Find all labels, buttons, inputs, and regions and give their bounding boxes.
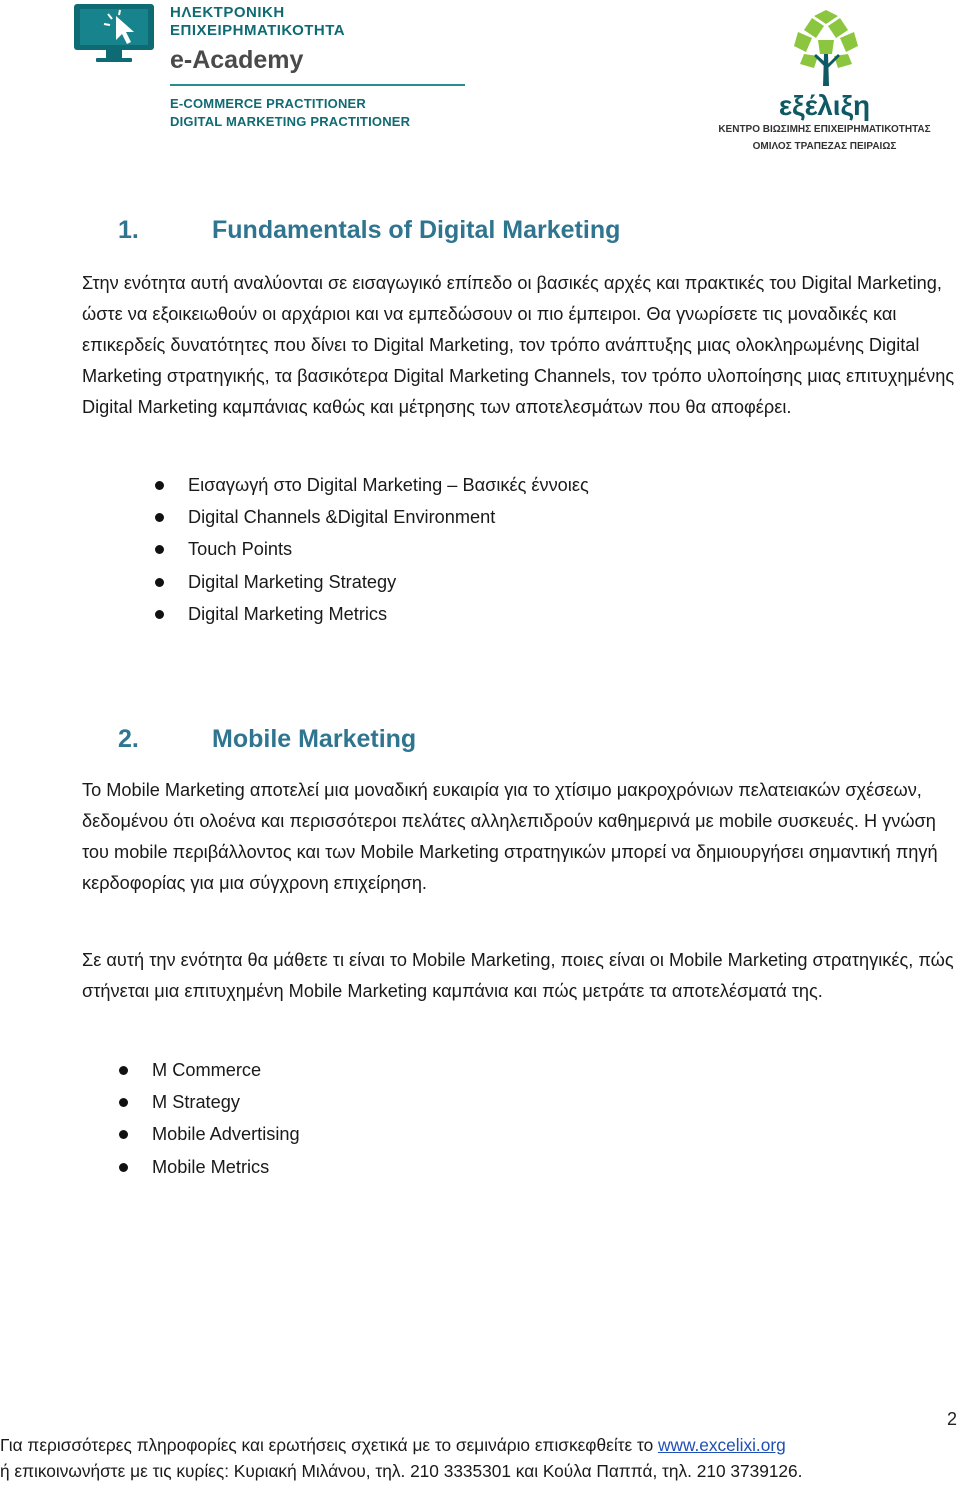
list-item-text: Digital Marketing Strategy <box>188 571 397 592</box>
list-item <box>188 566 589 598</box>
list-item-text: Mobile Metrics <box>152 1156 270 1177</box>
page-number: 2 <box>946 1409 957 1429</box>
logo-subtitle-line2: DIGITAL MARKETING PRACTITIONER <box>170 114 411 129</box>
section-2-title: Mobile Marketing <box>212 725 417 753</box>
footer-line-1-text: Για περισσότερες πληροφορίες και ερωτήσεις σχετικά με το σεμινάριο επισκεφθείτε το <box>0 1435 658 1455</box>
list-item <box>152 1151 300 1183</box>
list-item-text: Digital Channels &Digital Environment <box>188 507 496 528</box>
logo-divider <box>170 84 465 86</box>
section-1-bullet-list <box>188 469 589 630</box>
list-item <box>152 1054 300 1086</box>
bullet-icon <box>155 513 164 522</box>
list-item-text: M Commerce <box>152 1060 262 1080</box>
logo-title-line2: ΕΠΙΧΕΙΡΗΜΑΤΙΚΟΤΗΤΑ <box>170 22 346 39</box>
tree-icon <box>786 8 866 90</box>
logo-subtitle-line1: E-COMMERCE PRACTITIONER <box>170 96 366 111</box>
section-2-heading <box>118 725 416 754</box>
bullet-icon <box>119 1066 128 1075</box>
list-item <box>188 598 589 630</box>
list-item <box>188 533 589 565</box>
exelixi-subtitle-line2: ΟΜΙΛΟΣ ΤΡΑΠΕΖΑΣ ΠΕΙΡΑΙΩΣ <box>752 141 897 152</box>
bullet-icon <box>155 610 164 619</box>
website-link[interactable]: www.excelixi.org <box>657 1435 786 1455</box>
list-item-text: Εισαγωγή στο Digital Marketing – Βασικές έννοιες <box>188 475 589 495</box>
section-1-number: 1. <box>118 216 139 244</box>
list-item-text: Touch Points <box>188 539 293 560</box>
section-1-paragraph: Στην ενότητα αυτή αναλύονται σε εισαγωγικό επίπεδο οι βασικές αρχές και πρακτικές του Digital Marketing, ώστε να εξοικειωθούν οι αρχάριοι και να εμπεδώσουν οι πιο έμπειροι. Θα γνωρίσετε τις μοναδικές και επικερδείς δυνατότητες που δίνει το Digital Marketing, τον τρόπο ανάπτυξης μιας ολοκληρωμένης Digital Marketing στρατηγικής, τα βασικότερα Digital Marketing Channels, τον τρόπο υλοποίησης μιας επιτυχημένης Digital Marketing καμπάνιας καθώς και μέτρησης των αποτελεσμάτων που θα αποφέρει. <box>82 273 955 417</box>
list-item <box>188 469 589 501</box>
bullet-icon <box>119 1163 128 1172</box>
list-item-text: M Strategy <box>152 1092 240 1113</box>
section-2-paragraph-2: Σε αυτή την ενότητα θα μάθετε τι είναι το Mobile Marketing, ποιες είναι οι Mobile Marketing στρατηγικές, πώς στήνεται μια επιτυχημένη Mobile Marketing καμπάνια και πώς μετράτε τα αποτελέσματά της. <box>82 950 954 1001</box>
list-item-text: Mobile Advertising <box>152 1124 300 1145</box>
exelixi-wordmark: εξέλιξη <box>778 90 871 121</box>
list-item-text: Digital Marketing Metrics <box>188 603 388 624</box>
bullet-icon <box>119 1130 128 1139</box>
section-2-paragraph-1: Το Mobile Marketing αποτελεί μια μοναδική ευκαιρία για το χτίσιμο μακροχρόνιων πελατειακών σχέσεων, δεδομένου ότι ολοένα και περισσότεροι πελάτες αλληλεπιδρούν καθημερινά με mobile συσκευές. Η γνώση του mobile περιβάλλοντος και των Mobile Marketing στρατηγικών μπορεί να δημιουργήσει σημαντική πηγή κερδοφορίας για μια σύγχρονη επιχείρηση. <box>82 780 938 893</box>
bullet-icon <box>155 481 164 490</box>
logo-academy-text: e-Academy <box>170 46 304 74</box>
list-item <box>152 1118 300 1150</box>
exelixi-subtitle-line1: ΚΕΝΤΡΟ ΒΙΩΣΙΜΗΣ ΕΠΙΧΕΙΡΗΜΑΤΙΚΟΤΗΤΑΣ <box>718 124 931 135</box>
section-1-title: Fundamentals of Digital Marketing <box>212 216 621 244</box>
monitor-cursor-icon <box>72 2 156 64</box>
logo-title-line1: ΗΛΕΚΤΡΟΝΙΚΗ <box>170 4 285 21</box>
e-academy-logo <box>72 0 442 135</box>
bullet-icon <box>155 545 164 554</box>
bullet-icon <box>155 578 164 587</box>
section-1-heading <box>118 216 620 245</box>
bullet-icon <box>119 1098 128 1107</box>
footer-line-1 <box>0 1435 960 1456</box>
section-2-bullet-list <box>152 1054 300 1183</box>
exelixi-logo <box>712 8 937 158</box>
list-item <box>188 501 589 533</box>
section-2-number: 2. <box>118 725 139 753</box>
list-item <box>152 1086 300 1118</box>
footer-line-2: ή επικοινωνήστε με τις κυρίες: Κυριακή Μιλάνου, τηλ. 210 3335301 και Κούλα Παππά, τηλ. 210 3739126. <box>0 1461 803 1481</box>
